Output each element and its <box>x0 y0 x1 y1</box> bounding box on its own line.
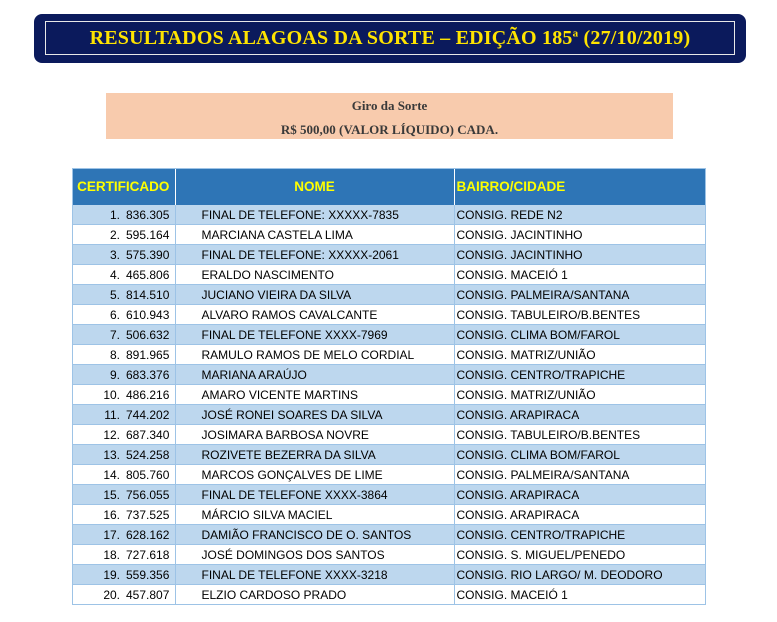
table-row <box>72 545 706 565</box>
cell-bairro: CONSIG. ARAPIRACA <box>454 505 706 525</box>
row-number: 12. <box>103 427 120 442</box>
table-row <box>72 565 706 585</box>
cell-bairro: CONSIG. CENTRO/TRAPICHE <box>454 525 706 545</box>
row-number: 2. <box>109 227 120 242</box>
row-number: 6. <box>109 307 120 322</box>
row-number: 16. <box>103 507 120 522</box>
results-table <box>72 168 706 605</box>
cell-certificado <box>72 365 175 385</box>
cell-bairro: CONSIG. PALMEIRA/SANTANA <box>454 285 706 305</box>
certificate-code: 805.760 <box>126 467 170 482</box>
title-ordinal: a <box>572 26 579 39</box>
table-row <box>72 245 706 265</box>
cell-nome: ROZIVETE BEZERRA DA SILVA <box>175 445 454 465</box>
cell-nome: JUCIANO VIEIRA DA SILVA <box>175 285 454 305</box>
row-number: 17. <box>103 527 120 542</box>
cell-nome: FINAL DE TELEFONE XXXX-7969 <box>175 325 454 345</box>
cell-certificado <box>72 525 175 545</box>
cell-certificado <box>72 465 175 485</box>
cell-bairro: CONSIG. MACEIÓ 1 <box>454 585 706 605</box>
certificate-code: 506.632 <box>126 327 170 342</box>
cell-nome: MARCOS GONÇALVES DE LIME <box>175 465 454 485</box>
cell-bairro: CONSIG. TABULEIRO/B.BENTES <box>454 425 706 445</box>
certificate-code: 595.164 <box>126 227 170 242</box>
cell-certificado <box>72 245 175 265</box>
table-row <box>72 285 706 305</box>
row-number: 20. <box>103 587 120 602</box>
row-number: 14. <box>103 467 120 482</box>
certificate-code: 687.340 <box>126 427 170 442</box>
row-number: 18. <box>103 547 120 562</box>
cell-certificado <box>72 585 175 605</box>
row-number: 5. <box>109 287 120 302</box>
prize-box <box>106 93 673 139</box>
cell-bairro: CONSIG. MATRIZ/UNIÃO <box>454 345 706 365</box>
certificate-code: 814.510 <box>126 287 170 302</box>
certificate-code: 727.618 <box>126 547 170 562</box>
page-title <box>90 27 691 50</box>
row-number: 15. <box>103 487 120 502</box>
certificate-code: 559.356 <box>126 567 170 582</box>
cell-nome: JOSIMARA BARBOSA NOVRE <box>175 425 454 445</box>
cell-nome: FINAL DE TELEFONE XXXX-3218 <box>175 565 454 585</box>
certificate-code: 575.390 <box>126 247 170 262</box>
prize-value: R$ 500,00 (VALOR LÍQUIDO) CADA. <box>280 122 499 137</box>
table-row <box>72 465 706 485</box>
cell-certificado <box>72 565 175 585</box>
table-row <box>72 225 706 245</box>
row-number: 19. <box>103 567 120 582</box>
title-main: RESULTADOS ALAGOAS DA SORTE – EDIÇÃO 185 <box>89 26 573 49</box>
title-date: (27/10/2019) <box>578 26 691 49</box>
cell-nome: AMARO VICENTE MARTINS <box>175 385 454 405</box>
certificate-code: 457.807 <box>126 587 170 602</box>
cell-certificado <box>72 225 175 245</box>
certificate-code: 465.806 <box>126 267 170 282</box>
cell-certificado <box>72 305 175 325</box>
table-row <box>72 425 706 445</box>
table-row <box>72 445 706 465</box>
row-number: 7. <box>109 327 120 342</box>
cell-bairro: CONSIG. CENTRO/TRAPICHE <box>454 365 706 385</box>
cell-bairro: CONSIG. MATRIZ/UNIÃO <box>454 385 706 405</box>
cell-bairro: CONSIG. ARAPIRACA <box>454 405 706 425</box>
cell-bairro: CONSIG. CLIMA BOM/FAROL <box>454 325 706 345</box>
cell-certificado <box>72 405 175 425</box>
cell-bairro: CONSIG. CLIMA BOM/FAROL <box>454 445 706 465</box>
cell-certificado <box>72 265 175 285</box>
cell-certificado <box>72 425 175 445</box>
table-row <box>72 305 706 325</box>
certificate-code: 891.965 <box>126 347 170 362</box>
cell-nome: JOSÉ RONEI SOARES DA SILVA <box>175 405 454 425</box>
cell-nome: FINAL DE TELEFONE: XXXXX-7835 <box>175 205 454 225</box>
cell-bairro: CONSIG. MACEIÓ 1 <box>454 265 706 285</box>
certificate-code: 836.305 <box>126 207 170 222</box>
certificate-code: 486.216 <box>126 387 170 402</box>
certificate-code: 610.943 <box>126 307 170 322</box>
cell-nome: DAMIÃO FRANCISCO DE O. SANTOS <box>175 525 454 545</box>
table-row <box>72 265 706 285</box>
cell-certificado <box>72 345 175 365</box>
certificate-code: 744.202 <box>126 407 170 422</box>
table-row <box>72 505 706 525</box>
cell-certificado <box>72 205 175 225</box>
cell-nome: FINAL DE TELEFONE XXXX-3864 <box>175 485 454 505</box>
cell-nome: MARCIANA CASTELA LIMA <box>175 225 454 245</box>
cell-nome: FINAL DE TELEFONE: XXXXX-2061 <box>175 245 454 265</box>
header-bairro: BAIRRO/CIDADE <box>454 168 706 205</box>
cell-nome: MARIANA ARAÚJO <box>175 365 454 385</box>
certificate-code: 756.055 <box>126 487 170 502</box>
row-number: 1. <box>109 207 120 222</box>
row-number: 8. <box>109 347 120 362</box>
table-row <box>72 485 706 505</box>
cell-bairro: CONSIG. JACINTINHO <box>454 225 706 245</box>
cell-bairro: CONSIG. JACINTINHO <box>454 245 706 265</box>
table-row <box>72 405 706 425</box>
cell-nome: ERALDO NASCIMENTO <box>175 265 454 285</box>
certificate-code: 737.525 <box>126 507 170 522</box>
cell-certificado <box>72 545 175 565</box>
cell-nome: ELZIO CARDOSO PRADO <box>175 585 454 605</box>
table-row <box>72 365 706 385</box>
cell-certificado <box>72 285 175 305</box>
table-body <box>72 205 706 605</box>
title-frame <box>45 21 735 55</box>
table-header-row <box>72 168 706 205</box>
row-number: 3. <box>109 247 120 262</box>
cell-bairro: CONSIG. S. MIGUEL/PENEDO <box>454 545 706 565</box>
certificate-code: 683.376 <box>126 367 170 382</box>
table-row <box>72 325 706 345</box>
cell-nome: ALVARO RAMOS CAVALCANTE <box>175 305 454 325</box>
table-row <box>72 385 706 405</box>
table-row <box>72 345 706 365</box>
header-certificado: CERTIFICADO <box>72 168 175 205</box>
cell-certificado <box>72 385 175 405</box>
table-row <box>72 525 706 545</box>
cell-certificado <box>72 485 175 505</box>
cell-certificado <box>72 445 175 465</box>
header-nome: NOME <box>175 168 454 205</box>
prize-label: Giro da Sorte <box>351 98 428 113</box>
certificate-code: 524.258 <box>126 447 170 462</box>
row-number: 11. <box>104 407 120 422</box>
row-number: 13. <box>103 447 120 462</box>
cell-bairro: CONSIG. ARAPIRACA <box>454 485 706 505</box>
certificate-code: 628.162 <box>126 527 170 542</box>
cell-bairro: CONSIG. RIO LARGO/ M. DEODORO <box>454 565 706 585</box>
row-number: 10. <box>103 387 120 402</box>
table-row <box>72 205 706 225</box>
row-number: 4. <box>109 267 120 282</box>
title-banner <box>34 14 746 63</box>
row-number: 9. <box>109 367 120 382</box>
cell-nome: JOSÉ DOMINGOS DOS SANTOS <box>175 545 454 565</box>
cell-certificado <box>72 325 175 345</box>
cell-bairro: CONSIG. TABULEIRO/B.BENTES <box>454 305 706 325</box>
cell-bairro: CONSIG. REDE N2 <box>454 205 706 225</box>
cell-bairro: CONSIG. PALMEIRA/SANTANA <box>454 465 706 485</box>
table-row <box>72 585 706 605</box>
cell-nome: RAMULO RAMOS DE MELO CORDIAL <box>175 345 454 365</box>
cell-certificado <box>72 505 175 525</box>
cell-nome: MÁRCIO SILVA MACIEL <box>175 505 454 525</box>
